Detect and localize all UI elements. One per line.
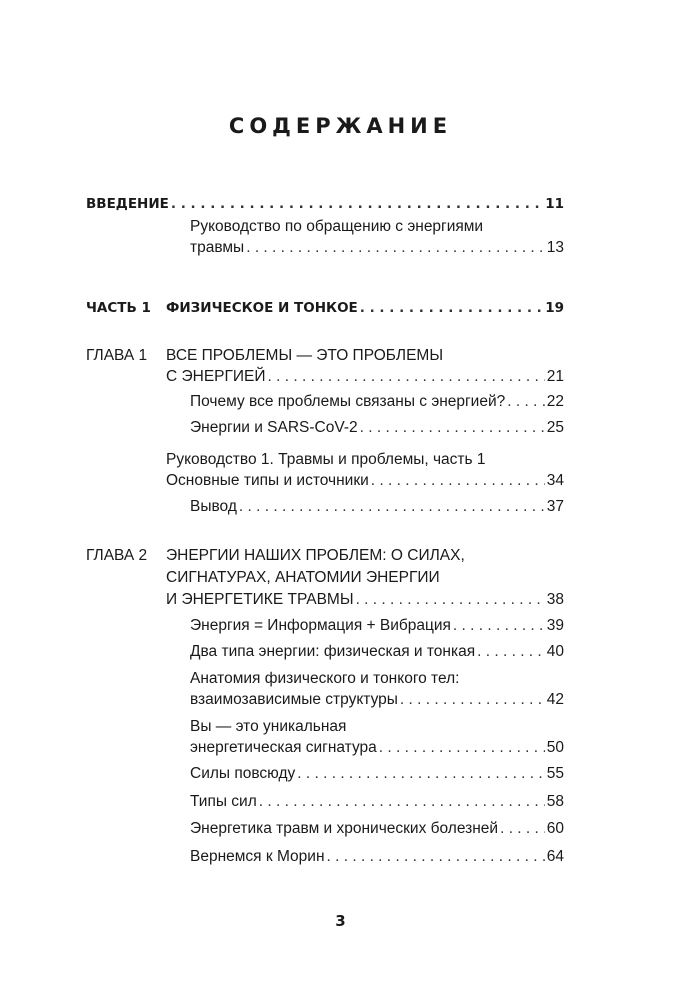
leader-dots — [500, 818, 545, 840]
toc-intro-sub[interactable] — [190, 237, 564, 259]
toc-chapter2-section[interactable] — [190, 641, 564, 663]
leader-dots — [327, 846, 545, 868]
toc-section-title: Почему все проблемы связаны с энергией? — [190, 393, 506, 410]
leader-dots — [356, 589, 545, 611]
leader-dots — [507, 391, 545, 413]
toc-chapter2-section[interactable] — [190, 737, 564, 759]
toc-section-title-line1[interactable]: Анатомия физического и тонкого тел: — [190, 670, 460, 687]
toc-chapter1-conclusion[interactable] — [190, 496, 564, 518]
toc-chapter2-section[interactable] — [190, 818, 564, 840]
leader-dots — [400, 689, 545, 711]
toc-part1-page: 19 — [545, 300, 564, 316]
toc-intro-sub-page: 13 — [546, 239, 564, 256]
leader-dots — [268, 366, 545, 388]
toc-section-page: 37 — [546, 498, 564, 515]
toc-chapter1-guide-line2: Основные типы и источники — [166, 472, 369, 489]
toc-chapter2-section[interactable] — [190, 791, 564, 813]
toc-intro-sub-line1[interactable]: Руководство по обращению с энергиями — [190, 218, 484, 235]
leader-dots — [246, 237, 545, 259]
leader-dots — [297, 763, 545, 785]
toc-part1-label: ЧАСТЬ 1 — [86, 300, 151, 316]
toc-section-title-line1[interactable]: Вы — это уникальная — [190, 718, 347, 735]
toc-section-title: Вернемся к Морин — [190, 848, 325, 865]
toc-intro[interactable] — [86, 193, 564, 215]
toc-intro-page: 11 — [545, 196, 564, 212]
toc-chapter2-page: 38 — [546, 591, 564, 608]
leader-dots — [239, 496, 545, 518]
toc-chapter1-section[interactable] — [190, 417, 564, 439]
toc-part1-title: ФИЗИЧЕСКОЕ И ТОНКОЕ — [166, 300, 358, 316]
toc-section-page: 22 — [546, 393, 564, 410]
leader-dots — [360, 417, 545, 439]
toc-section-page: 39 — [546, 617, 564, 634]
toc-chapter1-guide-page: 34 — [546, 472, 564, 489]
toc-section-page: 60 — [546, 820, 564, 837]
toc-section-page: 42 — [546, 691, 564, 708]
toc-section-title: Силы повсюду — [190, 765, 296, 782]
toc-chapter2-title-line1[interactable]: ЭНЕРГИИ НАШИХ ПРОБЛЕМ: О СИЛАХ, — [166, 547, 465, 564]
toc-chapter2-section[interactable] — [190, 615, 564, 637]
toc-section-page: 50 — [546, 739, 564, 756]
toc-chapter2-label: ГЛАВА 2 — [86, 547, 148, 564]
toc-intro-label: ВВЕДЕНИЕ — [86, 196, 169, 212]
leader-dots — [360, 297, 543, 319]
leader-dots — [453, 615, 545, 637]
leader-dots — [259, 791, 545, 813]
toc-chapter1-guide-line1[interactable]: Руководство 1. Травмы и проблемы, часть 1 — [166, 451, 486, 468]
toc-chapter2-section[interactable] — [190, 763, 564, 785]
toc-part1[interactable] — [166, 297, 564, 319]
toc-intro-sub-line2: травмы — [190, 239, 245, 256]
toc-chapter1-guide[interactable] — [166, 470, 564, 492]
page-number: 3 — [335, 912, 346, 930]
toc-chapter1-label: ГЛАВА 1 — [86, 347, 148, 364]
toc-section-title: Энергии и SARS-CoV-2 — [190, 419, 358, 436]
toc-section-title: Два типа энергии: физическая и тонкая — [190, 643, 476, 660]
toc-chapter2-section[interactable] — [190, 689, 564, 711]
toc-section-title: Типы сил — [190, 793, 257, 810]
toc-chapter1-section[interactable] — [190, 391, 564, 413]
toc-chapter2[interactable] — [166, 589, 564, 611]
toc-section-title: Вывод — [190, 498, 237, 515]
leader-dots — [477, 641, 545, 663]
leader-dots — [371, 470, 545, 492]
toc-section-page: 55 — [546, 765, 564, 782]
toc-section-page: 25 — [546, 419, 564, 436]
toc-chapter1-title-line1[interactable]: ВСЕ ПРОБЛЕМЫ — ЭТО ПРОБЛЕМЫ — [166, 347, 444, 364]
toc-chapter2-section[interactable] — [190, 846, 564, 868]
leader-dots — [171, 193, 543, 215]
toc-chapter2-title-line3: И ЭНЕРГЕТИКЕ ТРАВМЫ — [166, 591, 354, 608]
toc-chapter1-page: 21 — [546, 368, 564, 385]
toc-section-title: Энергия = Информация + Вибрация — [190, 617, 451, 634]
toc-section-page: 64 — [546, 848, 564, 865]
toc-chapter1[interactable] — [166, 366, 564, 388]
toc-section-title: взаимозависимые структуры — [190, 691, 398, 708]
toc-section-page: 58 — [546, 793, 564, 810]
page-title: СОДЕРЖАНИЕ — [228, 114, 453, 138]
toc-section-title: Энергетика травм и хронических болезней — [190, 820, 499, 837]
toc-chapter1-title-line2: С ЭНЕРГИЕЙ — [166, 368, 266, 385]
toc-section-page: 40 — [546, 643, 564, 660]
toc-chapter2-title-line2[interactable]: СИГНАТУРАХ, АНАТОМИИ ЭНЕРГИИ — [166, 569, 440, 586]
leader-dots — [379, 737, 545, 759]
toc-section-title: энергетическая сигнатура — [190, 739, 377, 756]
